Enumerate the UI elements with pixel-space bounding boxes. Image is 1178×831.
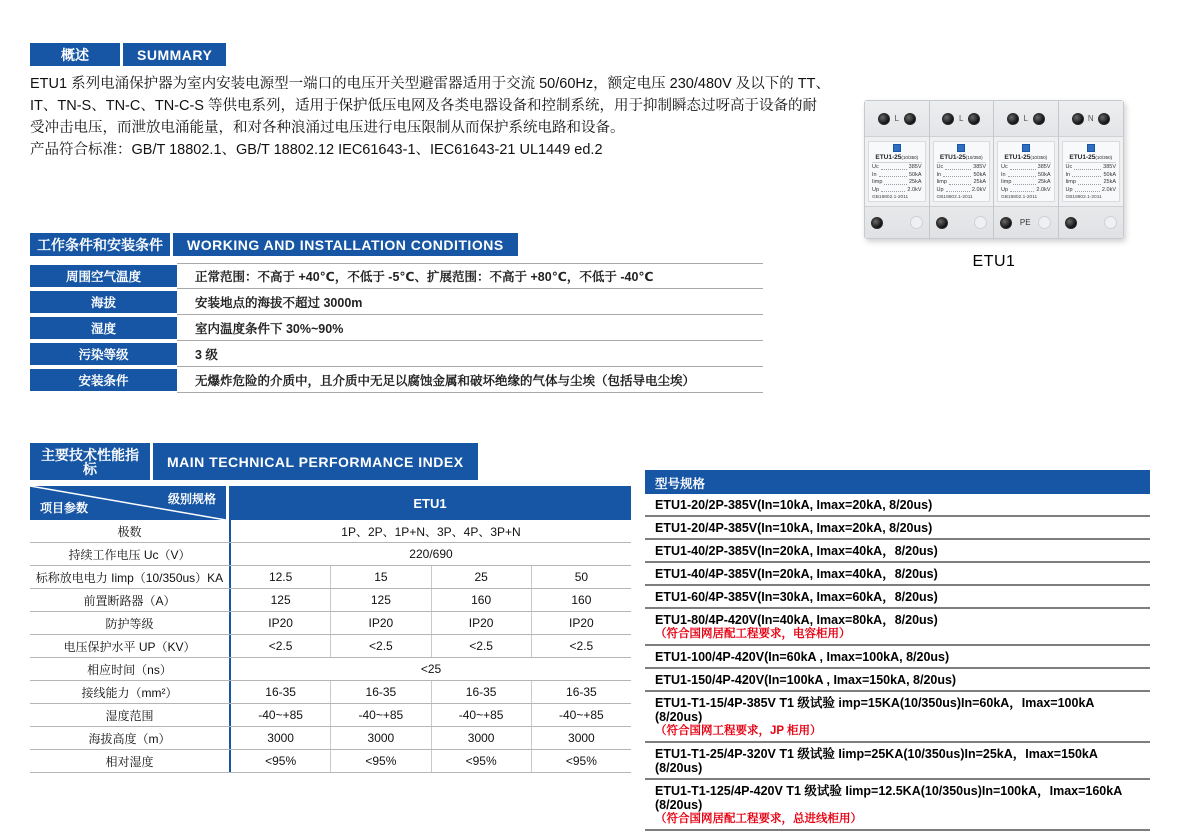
spec-key: Uc <box>936 164 944 170</box>
spec-dots <box>1010 187 1034 193</box>
cell-value: 16-35 <box>566 685 597 699</box>
spec-value: 2.0kV <box>1101 186 1116 193</box>
model-note: （符合国网居配工程要求，电容柜用） <box>655 628 851 640</box>
cell-value: <95% <box>432 750 532 772</box>
row-label: 湿度范围 <box>105 708 154 723</box>
working-conditions-table <box>30 263 763 393</box>
working-title-cn: 工作条件和安装条件 <box>30 233 173 256</box>
module-title-text: ETU1-25 <box>1069 154 1096 161</box>
spec-value: 50kA <box>1037 171 1051 178</box>
cell-value: 3000 <box>331 727 431 749</box>
cell-value: <2.5 <box>231 635 331 657</box>
module-title-sub: (10/350) <box>1030 155 1048 160</box>
spec-key: Up <box>936 186 944 193</box>
product-caption: ETU1 <box>972 253 1016 270</box>
standard-code: GB18802.1-2011 <box>1065 195 1102 200</box>
module-faceplate <box>1062 141 1121 202</box>
summary-title-en: SUMMARY <box>137 47 213 63</box>
model-text: ETU1-20/2P-385V(In=10kA, Imax=20kA, 8/20us) <box>655 498 933 512</box>
terminal-row-top <box>865 101 929 137</box>
cell-value: <2.5 <box>569 639 594 653</box>
spec-key: In <box>872 171 877 178</box>
table-row <box>30 263 763 289</box>
working-section-header <box>30 233 518 256</box>
model-text: ETU1-100/4P-420V(In=60kA , Imax=100kA, 8/20us) <box>655 650 950 664</box>
row-values <box>229 520 631 542</box>
row-span-value: 220/690 <box>409 547 453 561</box>
spec-key: Up <box>1065 186 1073 193</box>
cell-value: 16-35 <box>231 681 331 703</box>
spec-key: Uc <box>1001 164 1008 170</box>
table-row <box>30 315 763 341</box>
terminal-row-bottom <box>865 206 929 238</box>
row-label: 相应时间（ns） <box>87 662 172 677</box>
cell-value: 15 <box>331 566 431 588</box>
diagonal-header-cell <box>30 486 229 520</box>
screw-terminal-icon <box>968 113 980 125</box>
spec-key: Up <box>872 186 880 193</box>
spec-value: 385V <box>1037 164 1051 170</box>
cell-value: 3000 <box>231 727 331 749</box>
spec-line <box>937 179 987 187</box>
cell-value: 16-35 <box>331 681 431 703</box>
spec-key: Up <box>1001 186 1009 193</box>
row-values <box>229 750 631 772</box>
module-title-text: ETU1-25 <box>875 154 902 161</box>
terminal-label: N <box>1087 114 1094 123</box>
screw-terminal-icon <box>1000 217 1012 229</box>
spec-value: 50kA <box>908 171 922 178</box>
cell-value: -40~+85 <box>559 708 604 722</box>
cell-value: <95% <box>231 750 331 772</box>
spec-line <box>1066 164 1117 172</box>
cell-value: 125 <box>331 589 431 611</box>
header-corner-top: 级别规格 <box>167 492 216 506</box>
model-text: ETU1-40/4P-385V(In=20kA, Imax=40kA，8/20us) <box>655 567 938 581</box>
device-module-4 <box>1059 101 1124 238</box>
cell-value: IP20 <box>331 612 431 634</box>
spec-line <box>1001 187 1051 195</box>
model-note: （符合国网居配工程要求，总进线柜用） <box>655 813 862 825</box>
cell-value: 12.5 <box>231 566 331 588</box>
device-module-3 <box>994 101 1059 238</box>
terminal-label: L <box>959 114 964 123</box>
module-title-sub: (10/350) <box>965 155 983 160</box>
cell-value: 160 <box>432 589 532 611</box>
spec-value: 2.0kV <box>1036 186 1051 193</box>
row-values <box>229 635 631 657</box>
cell-value: <2.5 <box>432 635 532 657</box>
cell-value: <95% <box>331 750 431 772</box>
spec-value: 2.0kV <box>971 186 986 193</box>
row-values <box>229 681 631 703</box>
row-value: 安装地点的海拔不超过 3000m <box>177 289 763 315</box>
row-values <box>229 566 631 588</box>
spec-key: In <box>1065 171 1071 178</box>
row-label: 安装条件 <box>30 369 177 391</box>
row-label: 极数 <box>117 524 142 539</box>
summary-section-header <box>30 43 226 66</box>
cell-value: -40~+85 <box>231 704 331 726</box>
terminal-label: L <box>1023 114 1028 123</box>
row-value: 正常范围：不高于 +40℃，不低于 -5℃、扩展范围：不高于 +80℃，不低于 -40℃ <box>177 263 763 289</box>
row-label: 前置断路器（A） <box>83 593 176 608</box>
table-row <box>30 704 631 727</box>
module-title <box>937 154 987 163</box>
working-title-en: WORKING AND INSTALLATION CONDITIONS <box>187 237 504 253</box>
cell-value: -40~+85 <box>331 704 431 726</box>
summary-line-4: 产品符合标准：GB/T 18802.1、GB/T 18802.12 IEC61643-1、IEC61643-21 UL1449 ed.2 <box>30 142 603 158</box>
spec-dots <box>1013 179 1036 185</box>
spec-line <box>1001 164 1051 172</box>
row-value: 室内温度条件下 30%~90% <box>177 315 763 341</box>
model-specs-header: 型号规格 <box>645 470 1150 494</box>
row-values <box>229 543 631 565</box>
cell-value: <2.5 <box>331 635 431 657</box>
table-row <box>30 289 763 315</box>
test-window-icon <box>1038 216 1051 229</box>
module-faceplate <box>868 141 926 202</box>
screw-terminal-icon <box>871 217 883 229</box>
row-label: 污染等级 <box>30 343 177 365</box>
row-label: 周围空气温度 <box>30 265 177 287</box>
table-row <box>30 750 631 773</box>
row-label: 防护等级 <box>105 616 154 631</box>
tech-table-header <box>30 486 631 520</box>
spec-dots <box>881 187 905 193</box>
device-module-1 <box>865 101 930 238</box>
model-row <box>645 743 1150 780</box>
module-title <box>1066 154 1117 163</box>
screw-terminal-icon <box>1098 113 1110 125</box>
terminal-row-top <box>994 101 1058 137</box>
row-label: 湿度 <box>30 317 177 339</box>
model-text: ETU1-T1-125/4P-420V T1 级试验 Iimp=12.5KA(10/350us)In=100kA，Imax=160kA (8/20us) <box>655 784 1122 812</box>
summary-line-2: IT、TN-S、TN-C、TN-C-S 等供电系列，适用于保护低压电网及各类电器设备和控制系统，用于抑制瞬态过呀高于设备的耐 <box>30 98 817 114</box>
pe-terminal-label: PE <box>1019 218 1031 227</box>
screw-terminal-icon <box>1072 113 1084 125</box>
spec-value: 25kA <box>1103 179 1116 185</box>
spec-line <box>1066 187 1117 195</box>
spec-value: 25kA <box>973 179 986 185</box>
working-conditions-section <box>30 233 763 393</box>
brand-logo-icon <box>1022 144 1030 152</box>
row-label: 相对湿度 <box>105 754 154 769</box>
brand-logo-icon <box>893 144 901 152</box>
table-row <box>30 635 631 658</box>
row-span-value: 1P、2P、1P+N、3P、4P、3P+N <box>341 524 521 539</box>
module-faceplate <box>997 141 1055 202</box>
spec-key: In <box>936 171 942 178</box>
tech-section-header <box>30 443 478 480</box>
tech-performance-table <box>30 486 631 773</box>
row-value: 3 级 <box>177 341 763 367</box>
device-module-2 <box>930 101 995 238</box>
cell-value: 3000 <box>432 727 532 749</box>
standard-code: GB18802.1-2011 <box>1001 195 1038 200</box>
spec-line <box>937 187 987 195</box>
module-title-text: ETU1-25 <box>939 154 966 161</box>
model-note: （符合国网工程要求，JP 柜用） <box>655 725 822 737</box>
table-row <box>30 658 631 681</box>
module-faceplate <box>933 141 991 202</box>
product-photo <box>858 100 1130 271</box>
spec-dots <box>946 187 970 193</box>
module-title-sub: (10/350) <box>1095 155 1113 160</box>
table-row <box>30 520 631 543</box>
standard-code: GB18802.1-2011 <box>936 195 973 200</box>
model-row <box>645 692 1150 743</box>
cell-value: 3000 <box>568 731 595 745</box>
cell-value: -40~+85 <box>432 704 532 726</box>
spec-dots <box>879 172 907 178</box>
spec-dots <box>943 172 971 178</box>
spec-dots <box>945 164 971 170</box>
row-label: 海拔 <box>30 291 177 313</box>
spec-dots <box>1078 179 1102 185</box>
model-row <box>645 669 1150 692</box>
table-row <box>30 341 763 367</box>
cell-value: IP20 <box>231 612 331 634</box>
surge-protector-device <box>864 100 1124 239</box>
model-text: ETU1-150/4P-420V(In=100kA , Imax=150kA, 8/20us) <box>655 673 957 687</box>
table-row <box>30 589 631 612</box>
spec-key: Iimp <box>872 179 883 185</box>
brand-logo-icon <box>1087 144 1095 152</box>
summary-section <box>30 43 860 161</box>
spec-line <box>872 187 922 195</box>
row-values <box>229 658 631 680</box>
spec-line <box>872 164 922 172</box>
module-title <box>1001 154 1051 163</box>
tech-index-section <box>30 443 631 773</box>
spec-dots <box>1075 187 1100 193</box>
table-row <box>30 543 631 566</box>
model-row <box>645 646 1150 669</box>
row-values <box>229 589 631 611</box>
spec-dots <box>881 164 907 170</box>
header-corner-bottom: 项目参数 <box>40 501 89 515</box>
spec-value: 25kA <box>1037 179 1051 185</box>
tech-title-en: MAIN TECHNICAL PERFORMANCE INDEX <box>167 454 464 470</box>
table-row <box>30 727 631 750</box>
summary-title-cn: 概述 <box>30 43 123 66</box>
summary-line-3: 受冲击电压，而泄放电涌能量，和对各种浪涌过电压进行电压限制从而保护系统电路和设备。 <box>30 120 625 136</box>
terminal-row-top <box>930 101 994 137</box>
spec-value: 2.0kV <box>907 186 922 193</box>
spec-dots <box>949 179 972 185</box>
row-label: 海拔高度（m） <box>88 731 171 746</box>
row-label: 电压保护水平 UP（KV） <box>63 639 196 654</box>
model-row <box>645 563 1150 586</box>
spec-dots <box>1008 172 1036 178</box>
row-values <box>229 727 631 749</box>
module-title <box>872 154 922 163</box>
spec-value: 25kA <box>908 179 922 185</box>
screw-terminal-icon <box>1033 113 1045 125</box>
spec-dots <box>884 179 907 185</box>
screw-terminal-icon <box>904 113 916 125</box>
screw-terminal-icon <box>1065 217 1077 229</box>
cell-value: 16-35 <box>432 681 532 703</box>
terminal-row-bottom <box>1059 206 1124 238</box>
spec-key: In <box>1001 171 1006 178</box>
spec-dots <box>1074 164 1101 170</box>
spec-line <box>937 172 987 180</box>
screw-terminal-icon <box>1007 113 1019 125</box>
model-specs-table <box>645 470 1150 831</box>
terminal-row-bottom <box>930 206 994 238</box>
row-span-value: <25 <box>420 662 442 676</box>
spec-value: 50kA <box>1103 171 1116 178</box>
cell-value: IP20 <box>432 612 532 634</box>
model-row <box>645 494 1150 517</box>
model-text: ETU1-20/4P-385V(In=10kA, Imax=20kA, 8/20us) <box>655 521 933 535</box>
row-values <box>229 612 631 634</box>
model-row <box>645 609 1150 646</box>
spec-value: 50kA <box>973 171 986 178</box>
series-header-cell: ETU1 <box>229 486 631 520</box>
screw-terminal-icon <box>936 217 948 229</box>
row-values <box>229 704 631 726</box>
row-label: 标称放电电力 Iimp（10/350us）KA <box>35 570 224 585</box>
summary-line-1: ETU1 系列电涌保护器为室内安装电源型一端口的电压开关型避雷器适用于交流 50/60Hz，额定电压 230/480V 及以下的 TT、 <box>30 76 831 92</box>
model-text: ETU1-T1-15/4P-385V T1 级试验 imp=15KA(10/350us)In=60kA，Imax=100kA (8/20us) <box>655 696 1094 724</box>
table-row <box>30 681 631 704</box>
spec-key: Uc <box>1065 164 1073 170</box>
row-label: 持续工作电压 Uc（V） <box>68 547 191 562</box>
spec-key: Iimp <box>936 179 947 185</box>
cell-value: 160 <box>571 593 592 607</box>
cell-value: 125 <box>231 589 331 611</box>
spec-line <box>1001 179 1051 187</box>
spec-line <box>1066 172 1117 180</box>
cell-value: 50 <box>574 570 589 584</box>
row-label: 接线能力（mm²） <box>81 685 178 700</box>
spec-value: 385V <box>908 164 922 170</box>
table-row <box>30 367 763 393</box>
terminal-row-bottom <box>994 206 1058 238</box>
model-text: ETU1-60/4P-385V(In=30kA, Imax=60kA，8/20us) <box>655 590 938 604</box>
spec-line <box>1001 172 1051 180</box>
cell-value: IP20 <box>569 616 594 630</box>
screw-terminal-icon <box>942 113 954 125</box>
model-text: ETU1-80/4P-420V(In=40kA, Imax=80kA，8/20us) <box>655 613 938 627</box>
summary-paragraph <box>30 73 860 161</box>
spec-value: 385V <box>1103 164 1116 170</box>
standard-code: GB18802.1-2011 <box>872 195 909 200</box>
spec-line <box>872 179 922 187</box>
screw-terminal-icon <box>878 113 890 125</box>
module-title-text: ETU1-25 <box>1004 154 1031 161</box>
model-text: ETU1-T1-25/4P-320V T1 级试验 Iimp=25KA(10/350us)In=25kA，Imax=150kA (8/20us) <box>655 747 1098 775</box>
test-window-icon <box>1104 216 1117 229</box>
model-text: ETU1-40/2P-385V(In=20kA, Imax=40kA，8/20us) <box>655 544 938 558</box>
spec-line <box>937 164 987 172</box>
spec-line <box>872 172 922 180</box>
table-row <box>30 566 631 589</box>
spec-key: Iimp <box>1001 179 1012 185</box>
brand-logo-icon <box>957 144 965 152</box>
model-row <box>645 517 1150 540</box>
row-value: 无爆炸危险的介质中，且介质中无足以腐蚀金属和破坏绝缘的气体与尘埃（包括导电尘埃） <box>177 367 763 393</box>
terminal-label: L <box>894 114 899 123</box>
spec-key: Uc <box>872 164 879 170</box>
spec-dots <box>1010 164 1036 170</box>
model-row <box>645 586 1150 609</box>
cell-value: <95% <box>565 754 597 768</box>
spec-dots <box>1072 172 1101 178</box>
test-window-icon <box>974 216 987 229</box>
model-row <box>645 540 1150 563</box>
test-window-icon <box>910 216 923 229</box>
module-title-sub: (10/350) <box>901 155 919 160</box>
spec-value: 385V <box>973 164 986 170</box>
table-row <box>30 612 631 635</box>
spec-key: Iimp <box>1065 179 1076 185</box>
model-row <box>645 780 1150 831</box>
tech-title-cn: 主要技术性能指标 <box>30 443 153 480</box>
spec-line <box>1066 179 1117 187</box>
cell-value: 25 <box>432 566 532 588</box>
terminal-row-top <box>1059 101 1124 137</box>
